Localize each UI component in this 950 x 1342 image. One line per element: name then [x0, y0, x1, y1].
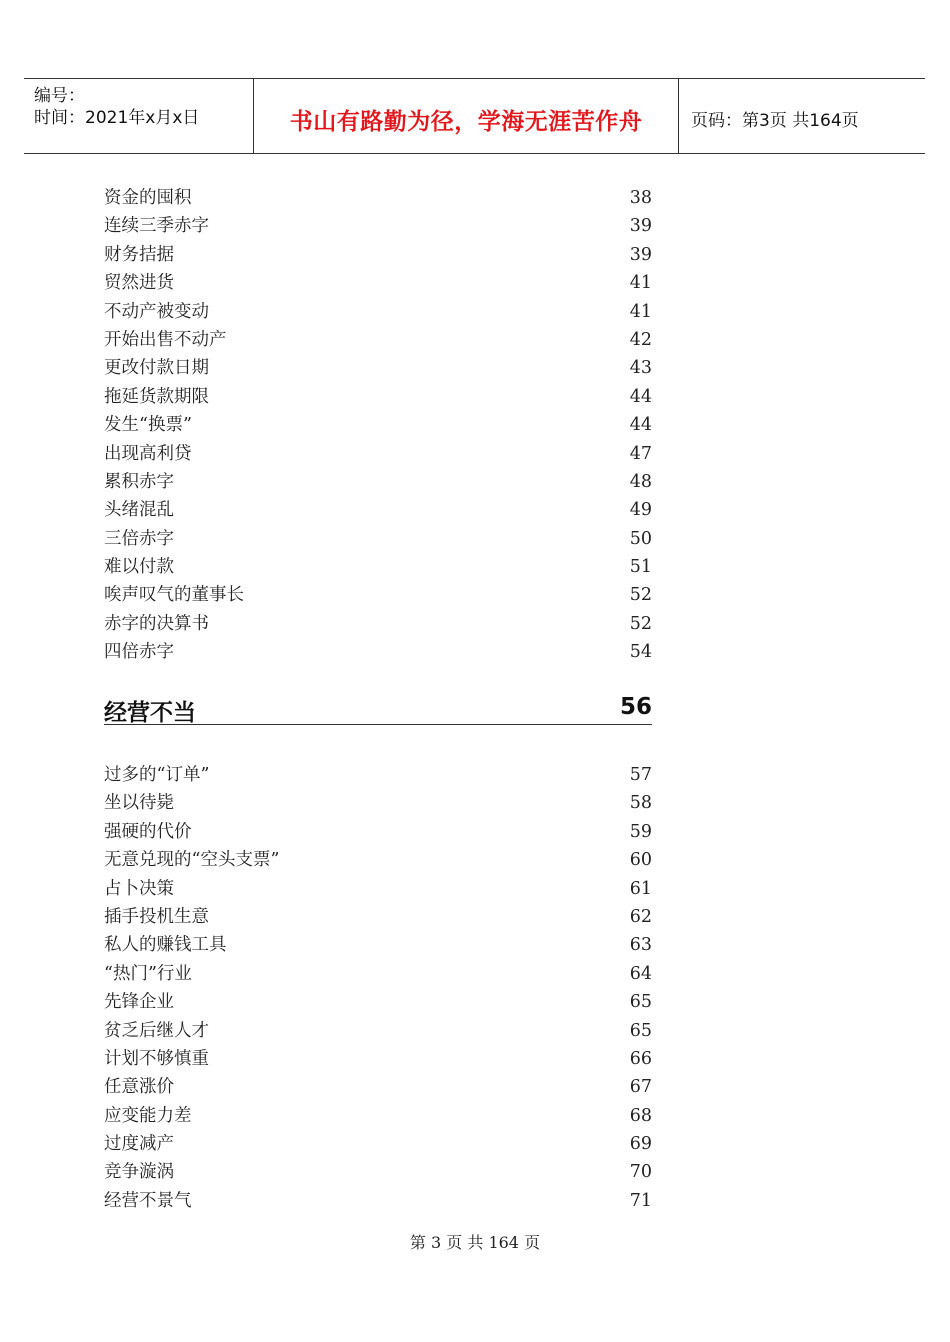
toc-entry-page: 66: [629, 1048, 652, 1069]
toc-entry-title: 资金的囤积: [104, 188, 192, 208]
toc-entry-page: 51: [629, 557, 652, 578]
toc-entry[interactable]: [104, 789, 652, 817]
document-number-label: 编号：: [34, 86, 85, 106]
toc-entry-title: 难以付款: [104, 557, 174, 578]
toc-entry[interactable]: [104, 818, 652, 846]
toc-entry-page: 47: [629, 443, 652, 464]
toc-entry-title: 四倍赤字: [104, 642, 174, 663]
toc-entry-page: 48: [629, 471, 652, 492]
toc-entry-title: 计划不够慎重: [104, 1048, 209, 1069]
toc-entry-page: 61: [629, 878, 652, 899]
header-middle-cell: [253, 79, 679, 153]
toc-entry[interactable]: [104, 1158, 652, 1186]
toc-entry[interactable]: [104, 1102, 652, 1130]
toc-entry[interactable]: [104, 411, 652, 439]
toc-entry-title: 财务拮据: [104, 244, 174, 265]
toc-entry-title: 经营不景气: [104, 1190, 192, 1211]
toc-entry-title: 拖延货款期限: [104, 386, 209, 407]
chapter-heading[interactable]: [104, 694, 652, 725]
toc-entry[interactable]: [104, 298, 652, 326]
toc-entry[interactable]: [104, 241, 652, 269]
toc-entry-page: 63: [629, 935, 652, 956]
toc-entry-page: 54: [629, 642, 652, 663]
toc-entry-page: 57: [629, 765, 652, 785]
toc-entry[interactable]: [104, 1073, 652, 1101]
footer-page-text: 第 3 页 共 164 页: [409, 1233, 541, 1252]
toc-entry[interactable]: [104, 354, 652, 382]
toc-entry[interactable]: [104, 581, 652, 609]
toc-entry-title: 三倍赤字: [104, 528, 174, 549]
document-time-label: 时间：2021年x月x日: [34, 108, 200, 128]
page-footer: [0, 1230, 950, 1253]
page-header: [24, 78, 925, 154]
toc-entry-title: 不动产被变动: [104, 301, 209, 322]
toc-entry-page: 52: [629, 585, 652, 606]
toc-entry-page: 41: [629, 301, 652, 322]
toc-entry-title: 任意涨价: [104, 1077, 174, 1098]
toc-entry-page: 44: [629, 386, 652, 407]
toc-entry[interactable]: [104, 212, 652, 240]
toc-entry-title: 先锋企业: [104, 992, 174, 1013]
toc-entry[interactable]: [104, 1017, 652, 1045]
toc-entry[interactable]: [104, 960, 652, 988]
toc-entry-title: 更改付款日期: [104, 358, 209, 379]
toc-entry-page: 68: [629, 1105, 652, 1126]
toc-entry-page: 62: [629, 906, 652, 927]
toc-entry-page: 49: [629, 500, 652, 521]
toc-entry[interactable]: [104, 610, 652, 638]
toc-entry-page: 39: [629, 216, 652, 237]
toc-entry-page: 59: [629, 821, 652, 842]
toc-entry-title: 私人的赚钱工具: [104, 935, 227, 956]
toc-entry-title: 出现高利贷: [104, 443, 192, 464]
toc-entry[interactable]: [104, 326, 652, 354]
toc-entry-title: 插手投机生意: [104, 906, 209, 927]
toc-entry[interactable]: [104, 988, 652, 1016]
toc-entry-title: 发生“换票”: [104, 415, 192, 436]
toc-entry[interactable]: [104, 875, 652, 903]
toc-entry-page: 60: [629, 850, 652, 871]
toc-entry-page: 71: [629, 1190, 652, 1211]
toc-entry-title: 坐以待毙: [104, 793, 174, 814]
toc-entry-page: 70: [629, 1162, 652, 1183]
toc-entry-title: 过多的“订单”: [104, 765, 210, 785]
toc-entry[interactable]: [104, 931, 652, 959]
toc-entry-page: 42: [629, 329, 652, 350]
toc-entry-title: 竞争漩涡: [104, 1162, 174, 1183]
toc-entry-title: 贸然进货: [104, 273, 174, 294]
toc-entry[interactable]: [104, 761, 652, 789]
toc-entry[interactable]: [104, 440, 652, 468]
toc-entry-page: 50: [629, 528, 652, 549]
toc-entry[interactable]: [104, 846, 652, 874]
toc-entry-title: 开始出售不动产: [104, 329, 227, 350]
toc-entry-page: 39: [629, 244, 652, 265]
toc-entry[interactable]: [104, 525, 652, 553]
toc-entry-page: 38: [629, 188, 652, 208]
toc-entry[interactable]: [104, 1045, 652, 1073]
toc-entry-title: 占卜决策: [104, 878, 174, 899]
toc-section-2: [104, 761, 652, 1215]
header-right-cell: [679, 79, 925, 153]
toc-entry-title: “热门”行业: [104, 963, 192, 984]
toc-entry-title: 应变能力差: [104, 1105, 192, 1126]
toc-entry-title: 赤字的决算书: [104, 613, 209, 634]
toc-entry[interactable]: [104, 1187, 652, 1215]
header-motto: 书山有路勤为径，学海无涯苦作舟: [289, 109, 643, 135]
toc-entry-title: 唉声叹气的董事长: [104, 585, 244, 606]
toc-entry[interactable]: [104, 184, 652, 212]
toc-entry[interactable]: [104, 638, 652, 666]
toc-entry-title: 贫乏后继人才: [104, 1020, 209, 1041]
toc-entry-page: 64: [629, 963, 652, 984]
toc-entry[interactable]: [104, 903, 652, 931]
toc-entry[interactable]: [104, 553, 652, 581]
toc-entry-page: 43: [629, 358, 652, 379]
toc-entry-title: 头绪混乱: [104, 500, 174, 521]
toc-entry-title: 强硬的代价: [104, 821, 192, 842]
toc-entry-title: 连续三季赤字: [104, 216, 209, 237]
toc-entry-page: 67: [629, 1077, 652, 1098]
toc-entry-page: 44: [629, 415, 652, 436]
toc-entry-title: 无意兑现的“空头支票”: [104, 850, 280, 871]
toc-entry-page: 41: [629, 273, 652, 294]
chapter-page: 56: [619, 694, 652, 720]
toc-entry-title: 过度减产: [104, 1134, 174, 1155]
toc-entry-title: 累积赤字: [104, 471, 174, 492]
toc-entry-page: 65: [629, 992, 652, 1013]
toc-entry-page: 69: [629, 1134, 652, 1155]
toc-section-1: [104, 184, 652, 667]
header-left-cell: [24, 79, 253, 153]
chapter-title: 经营不当: [104, 700, 196, 726]
header-page-info: 页码：第3页 共164页: [691, 111, 859, 131]
toc-entry[interactable]: [104, 468, 652, 496]
toc-entry[interactable]: [104, 496, 652, 524]
toc-entry[interactable]: [104, 1130, 652, 1158]
toc-entry-page: 65: [629, 1020, 652, 1041]
toc-entry-page: 58: [629, 793, 652, 814]
toc-entry-page: 52: [629, 613, 652, 634]
toc-entry[interactable]: [104, 383, 652, 411]
toc-entry[interactable]: [104, 269, 652, 297]
